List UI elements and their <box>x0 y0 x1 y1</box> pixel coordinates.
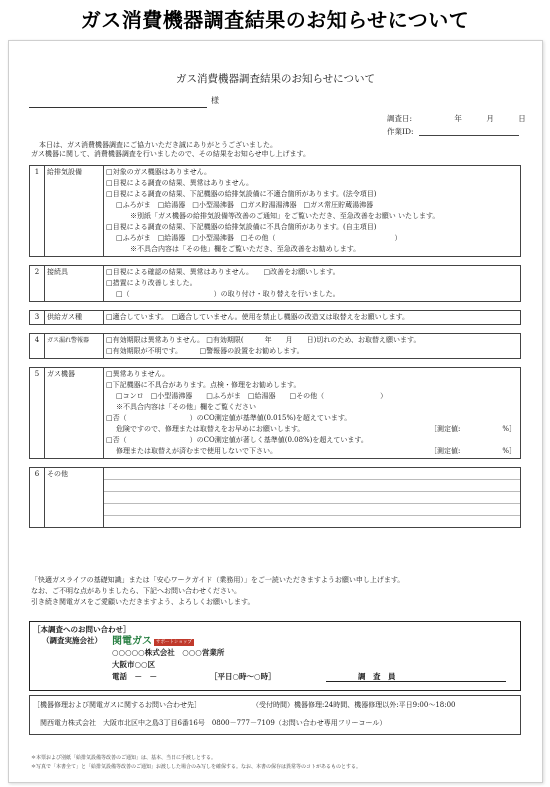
inspector-name-field[interactable] <box>326 681 506 682</box>
option-line[interactable]: □有効期限は異常ありません。 □有効期限( 年 月 日)切れのため、お取替え願います。 <box>106 336 421 344</box>
page-title: ガス消費機器調査結果のお知らせについて <box>80 8 470 32</box>
section-number: 2 <box>30 266 45 302</box>
section-content <box>104 334 521 359</box>
section-number: 4 <box>30 334 45 359</box>
worker-id-label: 作業ID: <box>387 127 414 136</box>
section-content <box>104 368 521 459</box>
section-row-1 <box>30 166 521 257</box>
inspector-label: 調 査 員 <box>358 672 396 681</box>
option-line[interactable]: □措置により改善しました。 <box>106 279 197 287</box>
repair-header: ［機器修理および関電ガスに関するお問い合わせ先］ <box>33 701 201 709</box>
warning-text: 危険ですので、修理または取替えをお早めにお願いします。 <box>116 425 305 433</box>
note-line: ※不具合内容は「その他」欄をご覧いただき、至急改善をお勧めします。 <box>130 245 361 253</box>
date-year: 年 <box>454 114 462 123</box>
contact-org-label: （調査実施会社） <box>42 636 102 645</box>
section-number: 5 <box>30 368 45 459</box>
option-line[interactable]: □目視による調査の結果、下記機器の給排気設備に不具合箇所があります。(自主項目) <box>106 223 377 231</box>
inquiry-note: なお、ご不明な点がありましたら、下記へお問い合わせください。 <box>31 587 241 595</box>
option-line[interactable]: □否（ ）のCO測定値が基準値(0.015%)を超えています。 <box>106 414 352 422</box>
section-number: 6 <box>30 468 45 528</box>
section-name: 供給ガス種 <box>45 311 104 325</box>
document-title: ガス消費機器調査結果のお知らせについて <box>176 73 375 85</box>
support-shop-logo <box>112 632 194 647</box>
section-name: 接続具 <box>45 266 104 302</box>
measurement-field[interactable]: ［測定値: %］ <box>429 447 516 455</box>
repair-address: 関西電力株式会社 大阪市北区中之島3丁目6番16号 0800－777－7109（お問い合わせ専用フリーコール） <box>40 719 387 727</box>
option-line[interactable]: □ふろがま □給湯器 □小型湯沸器 □ガス貯湯湯沸器 □ガス常圧貯蔵湯沸器 <box>116 201 374 209</box>
section-name: ガス機器 <box>45 368 104 459</box>
worker-id-field[interactable] <box>419 135 519 136</box>
section-row-5 <box>30 368 521 459</box>
closing-note: 引き続き関電ガスをご愛顧いただきますよう、よろしくお願いします。 <box>31 598 255 606</box>
section-content <box>104 166 521 257</box>
contact-company: ○○○○○株式会社 ○○○営業所 <box>112 648 225 657</box>
survey-date-label: 調査日: <box>387 114 413 123</box>
recipient-name-field[interactable] <box>29 95 207 108</box>
survey-date-row <box>387 113 526 124</box>
note-line: ※不具合内容は「その他」欄をご覧ください <box>116 403 256 411</box>
option-line[interactable]: □ふろがま □給湯器 □小型湯沸器 □その他（ ） <box>116 234 402 242</box>
document-sheet <box>8 40 543 783</box>
intro-text-1: 本日は、ガス消費機器調査にご協力いただき誠にありがとうございました。 <box>39 141 277 149</box>
section-number: 1 <box>30 166 45 257</box>
other-notes-area[interactable] <box>104 468 521 528</box>
survey-result-table <box>29 165 521 528</box>
intro-text-2: ガス機器に関して、消費機器調査を行いましたので、その結果をお知らせ申し上げます。 <box>31 150 310 158</box>
option-line[interactable]: □異常ありません。 <box>106 370 170 378</box>
option-line[interactable]: □対象のガス機器はありません。 <box>106 168 212 176</box>
contact-hours: ［平日○時～○時］ <box>210 672 276 681</box>
warning-line <box>106 424 518 435</box>
contact-box <box>29 621 521 691</box>
section-name: その他 <box>45 468 104 528</box>
section-content <box>104 266 521 302</box>
warning-line <box>106 446 518 457</box>
repair-hours: （受付時間）機器修理:24時間、機器修理以外:平日9:00～18:00 <box>252 701 456 709</box>
section-row-4 <box>30 334 521 359</box>
option-line[interactable]: □否（ ）のCO測定値が著しく基準値(0.08%)を超えています。 <box>106 436 368 444</box>
option-line[interactable]: □目視による調査の結果、異常はありません。 <box>106 179 254 187</box>
option-line[interactable]: □目視による確認の結果、異常はありません。 □改善をお願いします。 <box>106 268 340 276</box>
date-month: 月 <box>486 114 494 123</box>
measurement-field[interactable]: ［測定値: %］ <box>429 425 516 433</box>
option-line[interactable]: □目視による調査の結果、下記機器の給排気設備に不適合箇所があります。(法令項目) <box>106 190 377 198</box>
worker-id-row <box>387 126 414 137</box>
section-content <box>104 311 521 325</box>
warning-text: 修理または取替えが済むまで使用しないで下さい。 <box>116 447 277 455</box>
date-day: 日 <box>518 114 526 123</box>
section-number: 3 <box>30 311 45 325</box>
option-line[interactable]: □コンロ □小型湯沸器 □ふろがま □給湯器 □その他（ ） <box>116 392 388 400</box>
footnote-2: ＊写真で「本書全て」と「給排気設備等改善のご通知」お渡しした場合のみ写しを確保する。なお、本書の保存は異常等のコトがあるものとする。 <box>31 764 362 770</box>
option-line[interactable]: □有効期限が不明です。 □警報器の設置をお勧めします。 <box>106 347 304 355</box>
section-row-2 <box>30 266 521 302</box>
option-line[interactable]: □（ ）の取り付け・取り替えを行いました。 <box>116 290 340 298</box>
note-line: ※別紙「ガス機器の給排気設備等改善のご通知」をご覧いただき、至急改善をお願い いたします。 <box>130 212 440 220</box>
guide-note: 「快適ガスライフの基礎知識」または「安心ワークガイド（業務用）」をご一読いただきますようお願い申し上げます。 <box>31 576 405 584</box>
section-row-3 <box>30 311 521 325</box>
footnote-1: ＊本票および別紙「給排気設備等改善のご通知」は、基本、当日に手渡しとする。 <box>31 755 217 761</box>
logo-tag: サポートショップ <box>156 640 192 645</box>
section-name: 給排気設備 <box>45 166 104 257</box>
repair-contact-box <box>29 695 521 735</box>
contact-header: ［本調査へのお問い合わせ］ <box>33 625 131 634</box>
option-line[interactable]: □適合しています。 □適合していません。使用を禁止し機器の改造又は取替えをお願いします。 <box>106 313 410 321</box>
contact-address: 大阪市○○区 <box>112 660 156 669</box>
section-name: ガス漏れ警報器 <box>45 334 104 359</box>
contact-phone[interactable]: 電話 － － <box>112 672 157 681</box>
section-row-6 <box>30 468 521 528</box>
option-line[interactable]: □下記機器に不具合があります。点検・修理をお勧めします。 <box>106 381 301 389</box>
recipient-suffix: 様 <box>211 96 219 105</box>
kanden-gas-logo: 関電ガス <box>112 636 152 647</box>
